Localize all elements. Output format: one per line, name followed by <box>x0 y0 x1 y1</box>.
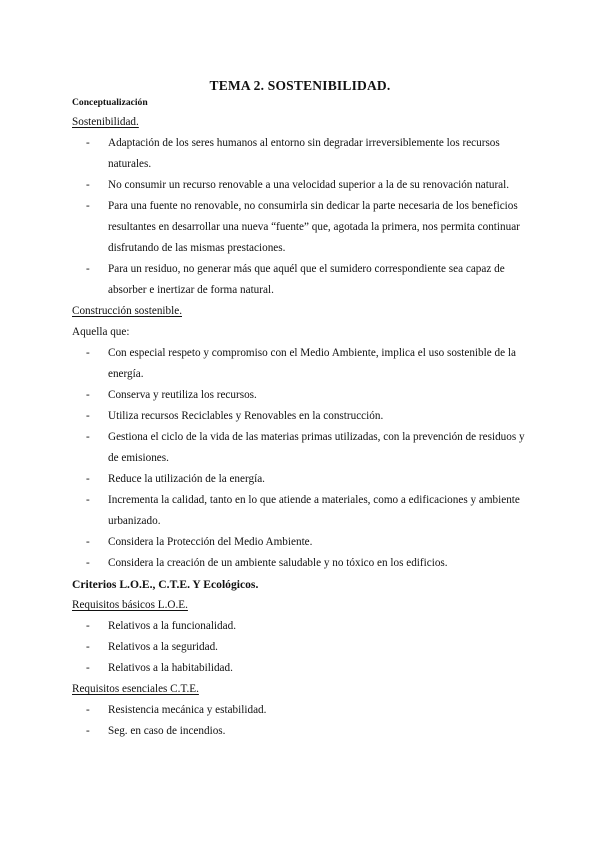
requisitos-cte-list <box>72 700 532 742</box>
construccion-heading: Construcción sostenible. <box>72 305 182 317</box>
list-item <box>72 175 532 196</box>
dash-bullet: - <box>86 473 90 485</box>
dash-bullet: - <box>86 179 90 191</box>
list-item <box>72 721 532 742</box>
list-item <box>72 469 532 490</box>
dash-bullet: - <box>86 137 90 149</box>
criterios-heading: Criterios L.O.E., C.T.E. Y Ecológicos. <box>72 578 259 591</box>
list-item <box>72 427 532 469</box>
list-item <box>72 385 532 406</box>
list-item-text: Considera la Protección del Medio Ambiente. <box>108 536 313 548</box>
list-item-text: Resistencia mecánica y estabilidad. <box>108 704 267 716</box>
dash-bullet: - <box>86 200 90 212</box>
list-item-text: Conserva y reutiliza los recursos. <box>108 389 257 401</box>
list-item <box>72 490 532 532</box>
list-item-text: No consumir un recurso renovable a una velocidad superior a la de su renovación natural. <box>108 179 510 191</box>
sostenibilidad-heading: Sostenibilidad. <box>72 116 139 128</box>
dash-bullet: - <box>86 263 90 275</box>
construccion-intro: Aquella que: <box>72 326 130 338</box>
list-item <box>72 406 532 427</box>
dash-bullet: - <box>86 557 90 569</box>
list-item-text: Gestiona el ciclo de la vida de las materias primas utilizadas, con la prevención de residuos y de emisiones. <box>108 431 525 464</box>
dash-bullet: - <box>86 347 90 359</box>
dash-bullet: - <box>86 494 90 506</box>
list-item <box>72 532 532 553</box>
list-item-text: Relativos a la habitabilidad. <box>108 662 233 674</box>
dash-bullet: - <box>86 431 90 443</box>
document-title: TEMA 2. SOSTENIBILIDAD. <box>209 78 391 93</box>
list-item-text: Adaptación de los seres humanos al entorno sin degradar irreversiblemente los recursos naturales. <box>108 137 500 170</box>
list-item-text: Con especial respeto y compromiso con el Medio Ambiente, implica el uso sostenible de la energía. <box>108 347 516 380</box>
dash-bullet: - <box>86 410 90 422</box>
list-item-text: Seg. en caso de incendios. <box>108 725 226 737</box>
list-item-text: Para una fuente no renovable, no consumirla sin dedicar la parte necesaria de los beneficios resultantes en desarrollar una nueva “fuente” que, agotada la primera, nos permita continuar disfrutando de las mismas prestaciones. <box>108 200 520 254</box>
document-body <box>72 96 532 742</box>
dash-bullet: - <box>86 725 90 737</box>
dash-bullet: - <box>86 620 90 632</box>
list-item-text: Para un residuo, no generar más que aquél que el sumidero correspondiente sea capaz de absorber e inertizar de forma natural. <box>108 263 505 296</box>
list-item-text: Relativos a la funcionalidad. <box>108 620 236 632</box>
requisitos-cte-heading: Requisitos esenciales C.T.E. <box>72 683 199 695</box>
section-conceptualizacion-heading: Conceptualización <box>72 97 148 108</box>
requisitos-loe-list <box>72 616 532 679</box>
list-item <box>72 196 532 259</box>
dash-bullet: - <box>86 536 90 548</box>
list-item-text: Relativos a la seguridad. <box>108 641 218 653</box>
list-item-text: Reduce la utilización de la energía. <box>108 473 265 485</box>
sostenibilidad-list <box>72 133 532 301</box>
list-item <box>72 658 532 679</box>
list-item-text: Utiliza recursos Reciclables y Renovables en la construcción. <box>108 410 384 422</box>
list-item <box>72 637 532 658</box>
dash-bullet: - <box>86 641 90 653</box>
requisitos-loe-heading: Requisitos básicos L.O.E. <box>72 599 188 611</box>
dash-bullet: - <box>86 704 90 716</box>
dash-bullet: - <box>86 389 90 401</box>
list-item <box>72 259 532 301</box>
list-item <box>72 616 532 637</box>
list-item <box>72 700 532 721</box>
list-item-text: Incrementa la calidad, tanto en lo que atiende a materiales, como a edificaciones y ambiente urbanizado. <box>108 494 520 527</box>
construccion-list <box>72 343 532 574</box>
list-item-text: Considera la creación de un ambiente saludable y no tóxico en los edificios. <box>108 557 448 569</box>
dash-bullet: - <box>86 662 90 674</box>
list-item <box>72 553 532 574</box>
list-item <box>72 133 532 175</box>
list-item <box>72 343 532 385</box>
